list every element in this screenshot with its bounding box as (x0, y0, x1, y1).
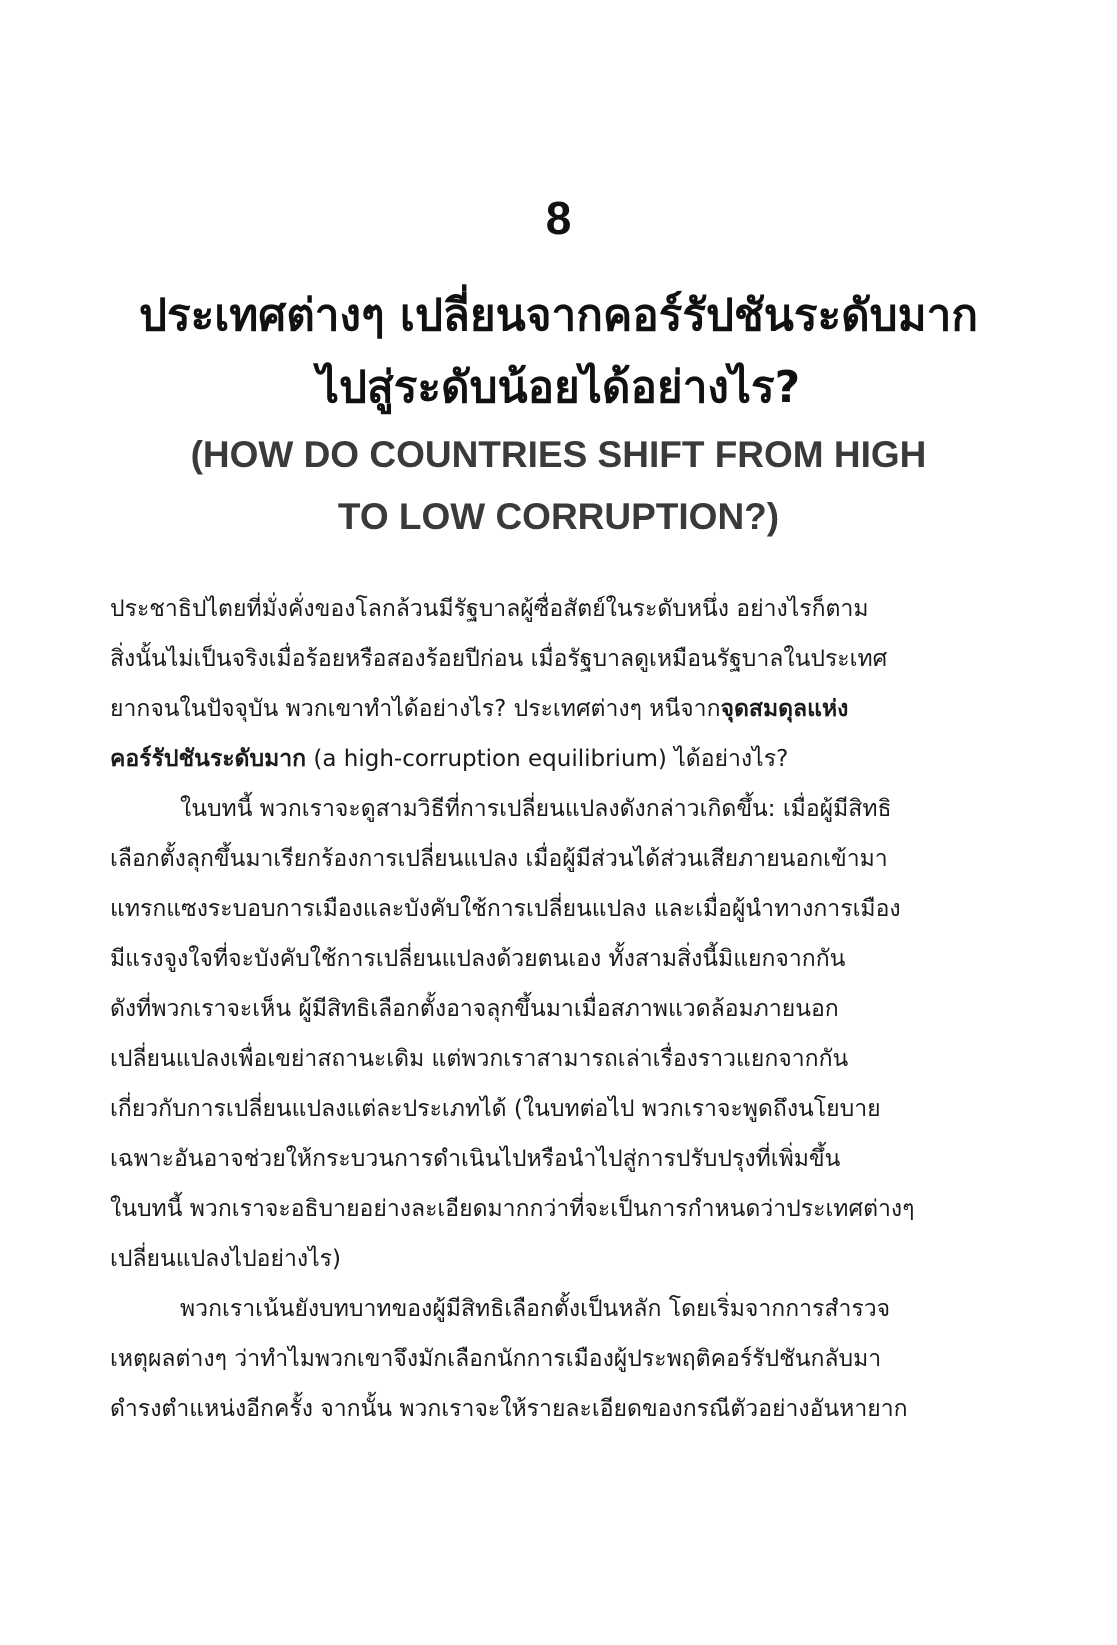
text-line: เปลี่ยนแปลงไปอย่างไร) (110, 1246, 341, 1272)
text-line: มีแรงจูงใจที่จะบังคับใช้การเปลี่ยนแปลงด้วยตนเอง ทั้งสามสิ่งนี้มิแยกจากกัน (110, 946, 846, 972)
text-line: ในบทนี้ พวกเราจะอธิบายอย่างละเอียดมากกว่าที่จะเป็นการกำหนดว่าประเทศต่างๆ (110, 1196, 915, 1222)
text-line: เหตุผลต่างๆ ว่าทำไมพวกเขาจึงมักเลือกนักการเมืองผู้ประพฤติคอร์รัปชันกลับมา (110, 1346, 882, 1372)
text-run: (a high-corruption equilibrium) ได้อย่างไร? (306, 746, 789, 772)
emphasis-term: คอร์รัปชันระดับมาก (110, 746, 307, 772)
emphasis-term: จุดสมดุลแห่ง (720, 696, 849, 722)
chapter-title-thai-line: ประเทศต่างๆ เปลี่ยนจากคอร์รัปชันระดับมาก (139, 290, 978, 341)
text-line (110, 684, 1006, 734)
chapter-title-thai (40, 280, 1077, 424)
chapter-title-thai-line: ไปสู่ระดับน้อยได้อย่างไร? (316, 362, 801, 413)
text-line: เปลี่ยนแปลงเพื่อเขย่าสถานะเดิม แต่พวกเราสามารถเล่าเรื่องราวแยกจากกัน (110, 1046, 849, 1072)
text-line: ดำรงตำแหน่งอีกครั้ง จากนั้น พวกเราจะให้รายละเอียดของกรณีตัวอย่างอันหายาก (110, 1396, 908, 1422)
text-line: เฉพาะอันอาจช่วยให้กระบวนการดำเนินไปหรือนำไปสู่การปรับปรุงที่เพิ่มขึ้น (110, 1146, 841, 1172)
text-run: ยากจนในปัจจุบัน พวกเขาทำได้อย่างไร? ประเทศต่างๆ หนีจาก (110, 696, 721, 722)
text-line: พวกเราเน้นยังบทบาทของผู้มีสิทธิเลือกตั้งเป็นหลัก โดยเริ่มจากการสำรวจ (180, 1296, 891, 1322)
paragraph (110, 1284, 1006, 1434)
body-text (110, 584, 1006, 1434)
text-line: ในบทนี้ พวกเราจะดูสามวิธีที่การเปลี่ยนแปลงดังกล่าวเกิดขึ้น: เมื่อผู้มีสิทธิ (180, 796, 892, 822)
text-line (110, 734, 1006, 784)
chapter-title-english (40, 424, 1077, 548)
paragraph (110, 784, 1006, 1284)
text-line: เกี่ยวกับการเปลี่ยนแปลงแต่ละประเภทได้ (ในบทต่อไป พวกเราจะพูดถึงนโยบาย (110, 1096, 881, 1122)
text-line: แทรกแซงระบอบการเมืองและบังคับใช้การเปลี่ยนแปลง และเมื่อผู้นำทางการเมือง (110, 896, 901, 922)
text-line: เลือกตั้งลุกขึ้นมาเรียกร้องการเปลี่ยนแปลง เมื่อผู้มีส่วนได้ส่วนเสียภายนอกเข้ามา (110, 846, 888, 872)
paragraph (110, 584, 1006, 784)
chapter-number: 8 (545, 192, 572, 244)
text-line: สิ่งนั้นไม่เป็นจริงเมื่อร้อยหรือสองร้อยปีก่อน เมื่อรัฐบาลดูเหมือนรัฐบาลในประเทศ (110, 646, 888, 672)
chapter-title-english-line: (HOW DO COUNTRIES SHIFT FROM HIGH (190, 434, 927, 475)
chapter-title-english-line: TO LOW CORRUPTION?) (337, 496, 780, 537)
text-line: ดังที่พวกเราจะเห็น ผู้มีสิทธิเลือกตั้งอาจลุกขึ้นมาเมื่อสภาพแวดล้อมภายนอก (110, 996, 839, 1022)
text-line: ประชาธิปไตยที่มั่งคั่งของโลกล้วนมีรัฐบาลผู้ซื่อสัตย์ในระดับหนึ่ง อย่างไรก็ตาม (110, 596, 869, 622)
